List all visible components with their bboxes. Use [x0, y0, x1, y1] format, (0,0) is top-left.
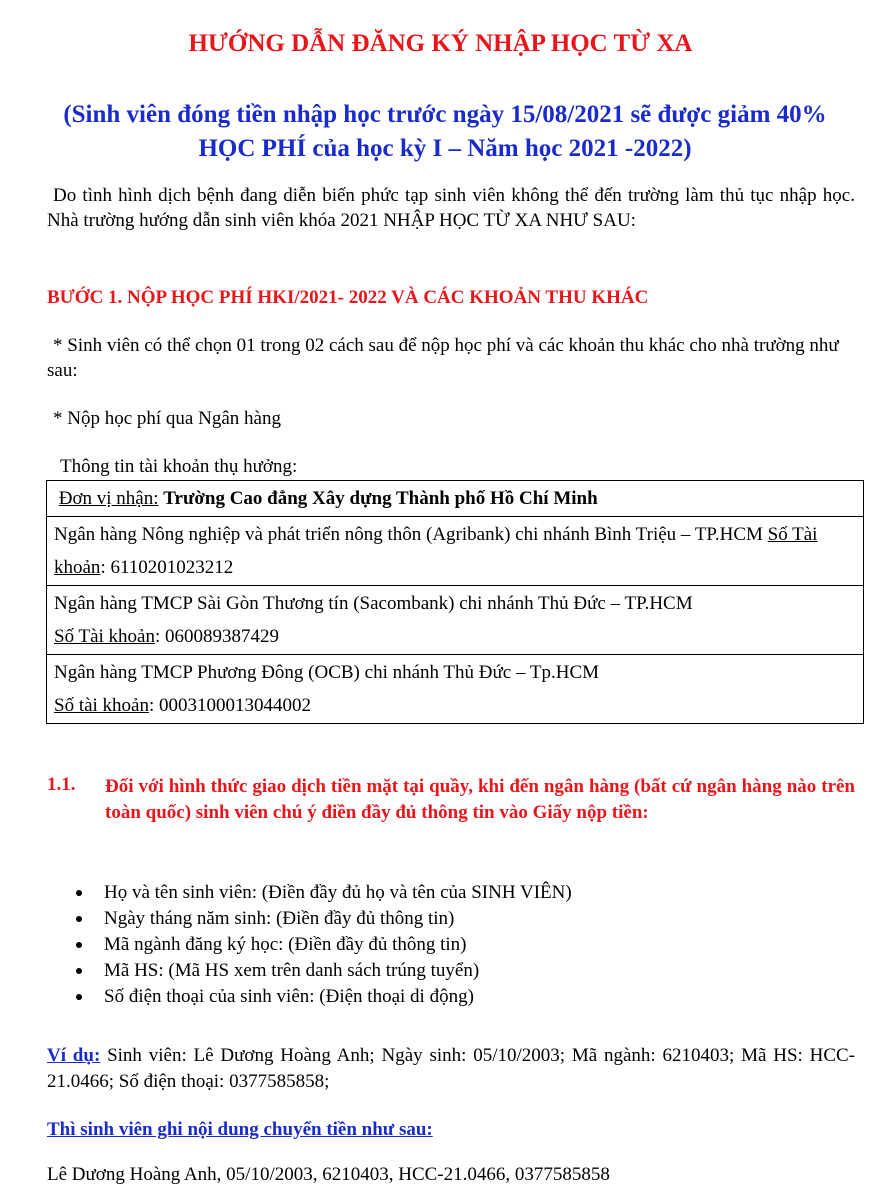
example-label: Ví dụ: [47, 1045, 101, 1066]
list-item [72, 984, 572, 1010]
bank-row-sacombank [47, 586, 864, 655]
transfer-content-example: Lê Dương Hoàng Anh, 05/10/2003, 6210403, HCC-21.0466, 0377585858 [47, 1164, 610, 1185]
list-item [72, 880, 572, 906]
account-number-label: Số tài khoản [54, 695, 149, 716]
bullet-icon [76, 994, 82, 1000]
beneficiary-name: Trường Cao đẳng Xây dựng Thành phố Hồ Chí Minh [163, 488, 598, 509]
bank-name: Ngân hàng TMCP Sài Gòn Thương tín (Sacombank) chi nhánh Thủ Đức – TP.HCM [54, 593, 693, 614]
bank-row-agribank [47, 517, 864, 586]
bullet-icon [76, 890, 82, 896]
payment-options-note: * Sinh viên có thể chọn 01 trong 02 cách sau để nộp học phí và các khoản thu khác cho nhà trường như sau: [47, 335, 839, 381]
bullet-icon [76, 942, 82, 948]
bank-cell [47, 655, 864, 724]
list-item-text: Mã HS: (Mã HS xem trên danh sách trúng tuyển) [104, 960, 480, 981]
step-1-heading: BƯỚC 1. NỘP HỌC PHÍ HKI/2021- 2022 VÀ CÁC KHOẢN THU KHÁC [47, 287, 649, 308]
section-1-1-text: Đối với hình thức giao dịch tiền mặt tại quầy, khi đến ngân hàng (bất cứ ngân hàng nào trên toàn quốc) sinh viên chú ý điền đầy đủ thông tin vào Giấy nộp tiền: [105, 776, 855, 823]
account-number: : 6110201023212 [100, 557, 234, 578]
account-number-label: Số Tài khoản [54, 524, 818, 578]
bank-name: Ngân hàng TMCP Phương Đông (OCB) chi nhánh Thủ Đức – Tp.HCM [54, 662, 600, 683]
list-item [72, 958, 572, 984]
transfer-instruction: Thì sinh viên ghi nội dung chuyển tiền như sau: [47, 1119, 433, 1140]
bank-name: Ngân hàng Nông nghiệp và phát triển nông thôn (Agribank) chi nhánh Bình Triệu – TP.HCM [54, 524, 763, 545]
example-text: Sinh viên: Lê Dương Hoàng Anh; Ngày sinh: 05/10/2003; Mã ngành: 6210403; Mã HS: HCC-21.0466; Số điện thoại: 0377585858; [47, 1045, 855, 1092]
list-item-text: Số điện thoại của sinh viên: (Điện thoại di động) [104, 986, 474, 1007]
discount-subtitle: (Sinh viên đóng tiền nhập học trước ngày 15/08/2021 sẽ được giảm 40% HỌC PHÍ của học kỳ I – Năm học 2021 -2022) [63, 101, 827, 162]
required-fields-list [72, 880, 572, 1010]
list-item-text: Ngày tháng năm sinh: (Điền đầy đủ thông tin) [104, 908, 455, 929]
beneficiary-label: Đơn vị nhận: [58, 488, 159, 509]
list-item [72, 932, 572, 958]
account-number-label: Số Tài khoản [54, 626, 155, 647]
list-item [72, 906, 572, 932]
intro-paragraph: Do tình hình dịch bệnh đang diễn biến phức tạp sinh viên không thể đến trường làm thủ tục nhập học. Nhà trường hướng dẫn sinh viên khóa 2021 NHẬP HỌC TỪ XA NHƯ SAU: [47, 185, 855, 231]
list-item-text: Mã ngành đăng ký học: (Điền đầy đủ thông tin) [104, 934, 467, 955]
beneficiary-row [47, 481, 864, 517]
bullet-icon [76, 916, 82, 922]
account-info-label: Thông tin tài khoản thụ hưởng: [60, 456, 298, 477]
bank-cell [47, 517, 864, 586]
document-title: HƯỚNG DẪN ĐĂNG KÝ NHẬP HỌC TỪ XA [188, 30, 693, 57]
bank-row-ocb [47, 655, 864, 724]
account-number: : 060089387429 [154, 626, 280, 647]
example-paragraph [47, 1043, 855, 1095]
account-number: : 0003100013044002 [149, 695, 312, 716]
beneficiary-cell [47, 481, 864, 517]
section-1-1-number: 1.1. [47, 774, 76, 795]
bank-accounts-table [46, 480, 864, 724]
bank-payment-note: * Nộp học phí qua Ngân hàng [53, 408, 281, 429]
bullet-icon [76, 968, 82, 974]
bank-cell [47, 586, 864, 655]
list-item-text: Họ và tên sinh viên: (Điền đầy đủ họ và tên của SINH VIÊN) [104, 882, 572, 903]
